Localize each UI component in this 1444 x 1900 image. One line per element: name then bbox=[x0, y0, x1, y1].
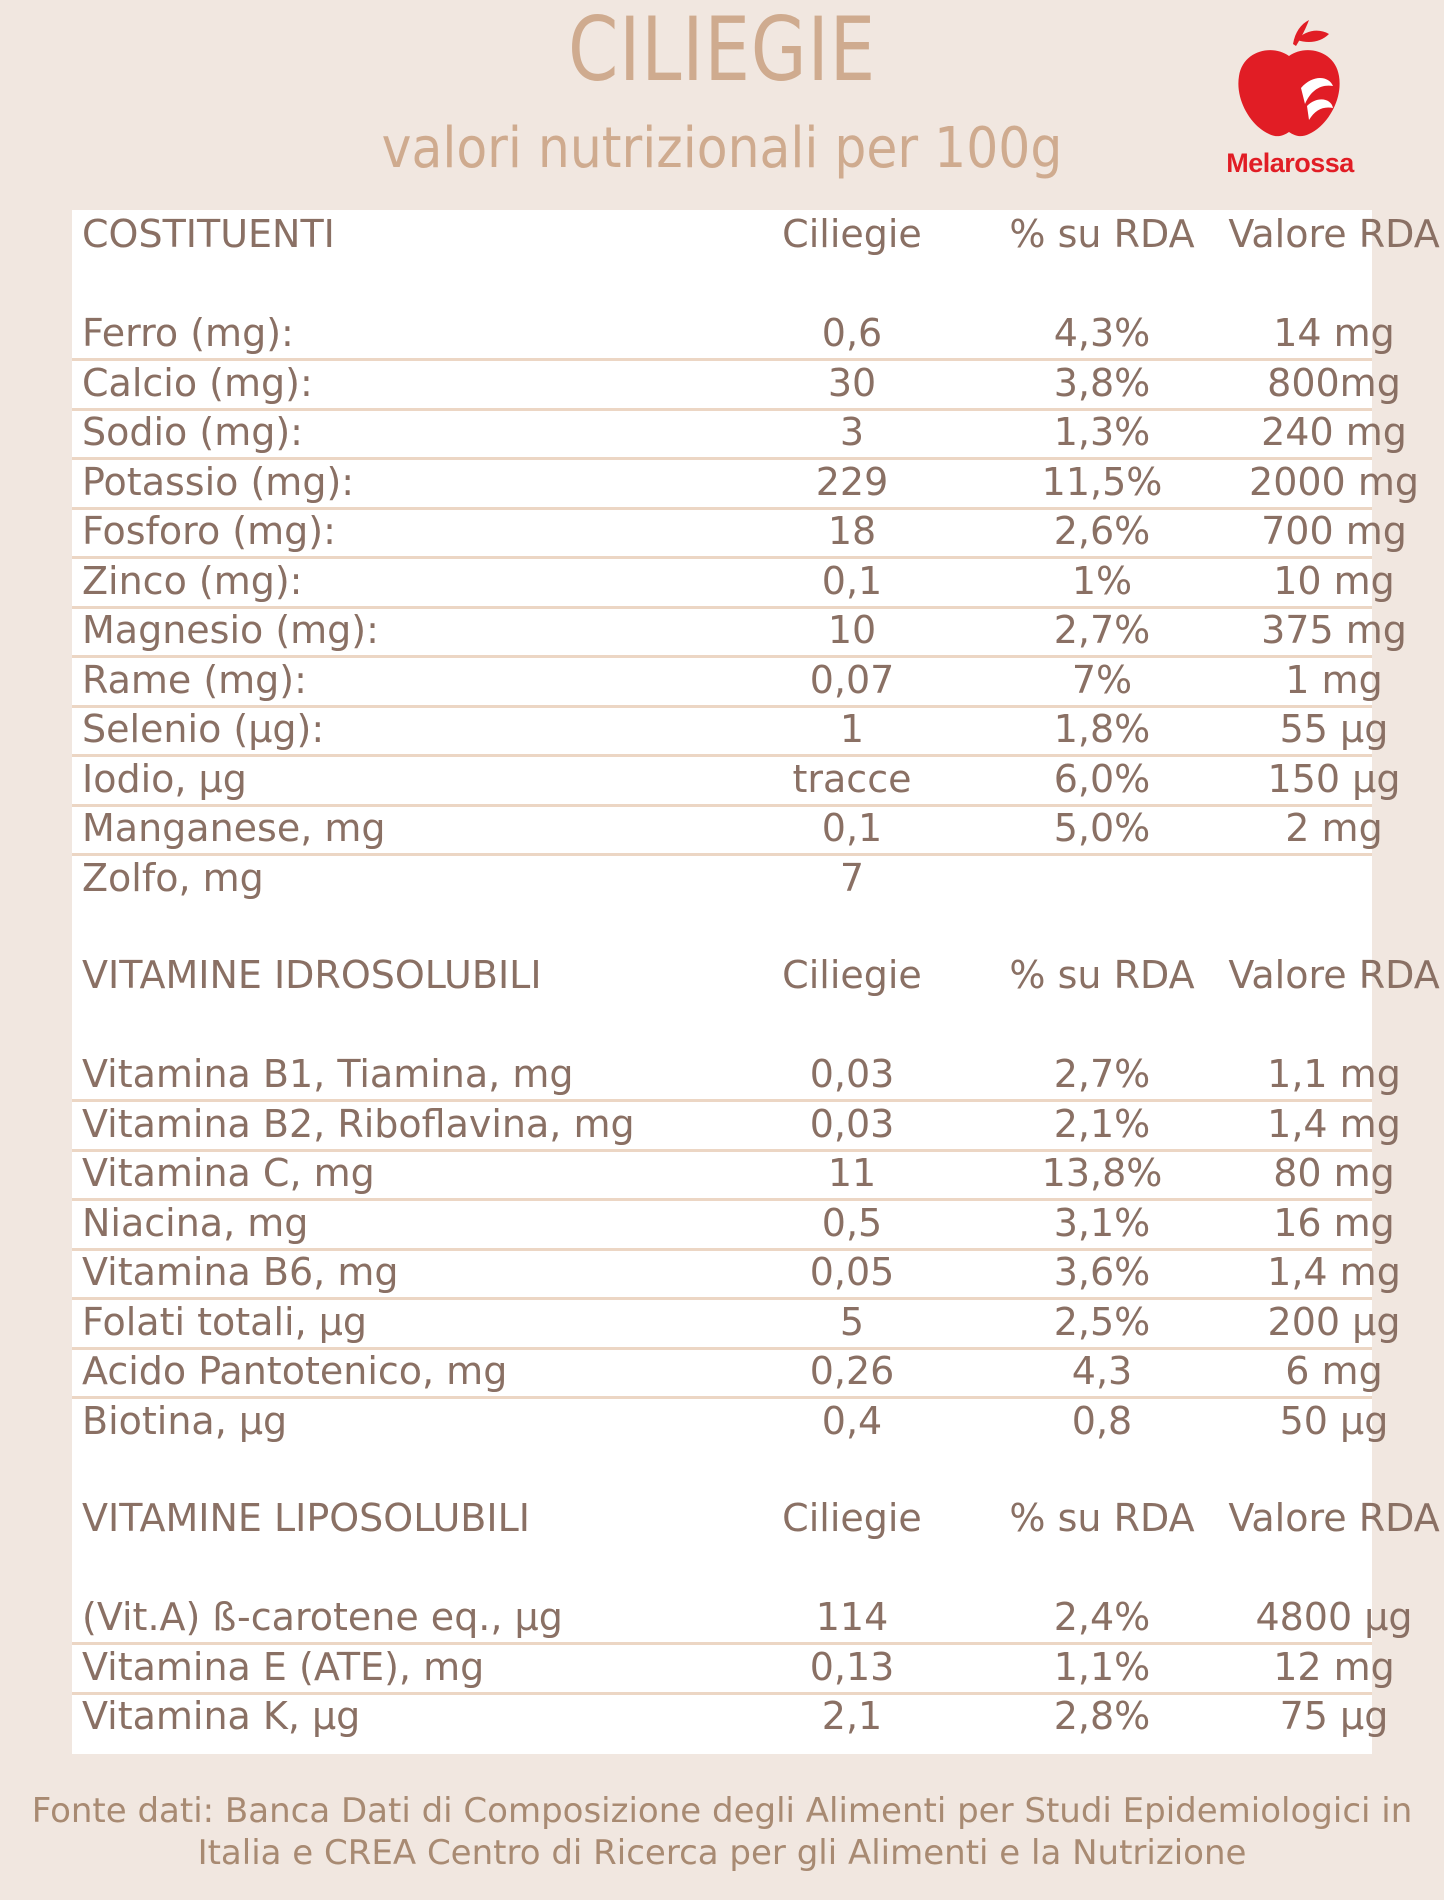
nutrient-amount: 7 bbox=[839, 855, 865, 900]
header-ciliegie: Ciliegie bbox=[782, 1496, 922, 1540]
table-row bbox=[72, 1347, 1383, 1399]
table-row bbox=[72, 557, 1395, 609]
nutrient-amount: 2,1 bbox=[821, 1694, 883, 1738]
table-row bbox=[72, 1050, 1401, 1102]
table-row bbox=[72, 1199, 1395, 1251]
nutrient-amount: 0,03 bbox=[809, 1101, 895, 1146]
header-label: VITAMINE IDROSOLUBILI bbox=[82, 953, 542, 997]
nutrient-amount: 18 bbox=[827, 509, 877, 553]
nutrient-rda-value: 200 µg bbox=[1267, 1299, 1401, 1344]
nutrient-amount: 11 bbox=[827, 1151, 877, 1195]
nutrient-rda-value: 800mg bbox=[1267, 360, 1401, 405]
apple-icon bbox=[1205, 14, 1375, 149]
table-header-costituenti bbox=[72, 210, 1440, 259]
nutrient-rda-value: 10 mg bbox=[1273, 558, 1395, 603]
nutrient-amount: 1 bbox=[839, 707, 865, 751]
table-row bbox=[72, 705, 1389, 757]
nutrient-rda-percent: 3,8% bbox=[1053, 360, 1151, 405]
nutrient-name: Rame (mg): bbox=[82, 657, 307, 702]
table-row bbox=[72, 507, 1407, 559]
nutrient-amount: 10 bbox=[827, 608, 877, 652]
nutrient-rda-value: 2 mg bbox=[1285, 806, 1383, 850]
nutrient-name: Biotina, µg bbox=[82, 1398, 288, 1443]
nutrient-name: Calcio (mg): bbox=[82, 360, 313, 405]
header-ciliegie: Ciliegie bbox=[782, 953, 922, 997]
nutrient-rda-percent: 3,1% bbox=[1053, 1200, 1151, 1245]
nutrient-amount: 0,1 bbox=[821, 806, 883, 850]
page-subtitle: valori nutrizionali per 100g bbox=[381, 116, 1063, 181]
nutrient-rda-value: 1 mg bbox=[1285, 657, 1383, 702]
nutrient-name: Zolfo, mg bbox=[82, 855, 264, 900]
nutrient-rda-percent: 7% bbox=[1071, 657, 1133, 702]
nutrient-rda-percent: 2,4% bbox=[1053, 1595, 1151, 1639]
nutrient-amount: 5 bbox=[839, 1299, 865, 1344]
nutrient-rda-percent: 2,7% bbox=[1053, 1052, 1151, 1096]
header-rda-percent: % su RDA bbox=[1009, 212, 1195, 256]
nutrient-rda-value: 16 mg bbox=[1273, 1200, 1395, 1245]
table-row bbox=[72, 1643, 1395, 1695]
nutrient-rda-percent: 2,6% bbox=[1053, 509, 1151, 553]
nutrient-rda-value: 700 mg bbox=[1261, 509, 1407, 553]
table-row bbox=[72, 1248, 1401, 1300]
nutrient-rda-value: 75 µg bbox=[1279, 1694, 1389, 1738]
nutrient-name: Vitamina B2, Riboflavina, mg bbox=[82, 1101, 635, 1146]
nutrient-name: (Vit.A) ß-carotene eq., µg bbox=[82, 1595, 563, 1639]
nutrient-name: Manganese, mg bbox=[82, 806, 386, 850]
header-rda-percent: % su RDA bbox=[1009, 1496, 1195, 1540]
page-title: CILIEGIE bbox=[567, 0, 877, 101]
table-row bbox=[72, 1692, 1389, 1741]
nutrient-rda-percent: 2,1% bbox=[1053, 1101, 1151, 1146]
nutrient-rda-percent: 6,0% bbox=[1053, 756, 1151, 801]
table-row bbox=[72, 854, 1372, 903]
header-rda-value: Valore RDA bbox=[1228, 1496, 1440, 1540]
table-header-vitamine-liposolubili bbox=[72, 1494, 1440, 1543]
nutrient-rda-value: 50 µg bbox=[1279, 1398, 1389, 1443]
nutrient-name: Vitamina B6, mg bbox=[82, 1250, 399, 1294]
nutrient-rda-value: 14 mg bbox=[1273, 311, 1395, 355]
nutrient-name: Selenio (µg): bbox=[82, 707, 325, 751]
table-row bbox=[72, 309, 1395, 361]
nutrient-rda-percent: 5,0% bbox=[1053, 806, 1151, 850]
nutrient-name: Sodio (mg): bbox=[82, 410, 303, 454]
nutrient-rda-percent: 1,3% bbox=[1053, 410, 1151, 454]
table-row bbox=[72, 408, 1407, 460]
nutrient-name: Ferro (mg): bbox=[82, 311, 294, 355]
nutrient-amount: 0,6 bbox=[821, 311, 883, 355]
header-label: COSTITUENTI bbox=[82, 212, 335, 256]
nutrient-name: Niacina, mg bbox=[82, 1200, 309, 1245]
nutrient-amount: 3 bbox=[839, 410, 865, 454]
nutrient-amount: 0,05 bbox=[809, 1250, 895, 1294]
nutrient-amount: 0,07 bbox=[809, 657, 895, 702]
source-line-2: Italia e CREA Centro di Ricerca per gli Alimenti e la Nutrizione bbox=[197, 1833, 1247, 1873]
nutrient-rda-percent: 1,8% bbox=[1053, 707, 1151, 751]
brand-logo bbox=[1205, 14, 1375, 184]
nutrient-rda-value: 55 µg bbox=[1279, 707, 1389, 751]
table-row bbox=[72, 606, 1407, 658]
nutrient-amount: 0,1 bbox=[821, 558, 883, 603]
nutrient-rda-percent: 2,5% bbox=[1053, 1299, 1151, 1344]
nutrient-rda-value: 12 mg bbox=[1273, 1644, 1395, 1689]
table-row bbox=[72, 804, 1383, 856]
table-row bbox=[72, 1593, 1413, 1645]
nutrient-rda-percent: 4,3% bbox=[1053, 311, 1151, 355]
nutrient-name: Zinco (mg): bbox=[82, 558, 303, 603]
nutrient-name: Vitamina B1, Tiamina, mg bbox=[82, 1052, 574, 1096]
nutrient-rda-value: 240 mg bbox=[1261, 410, 1407, 454]
nutrient-rda-value: 1,1 mg bbox=[1267, 1052, 1401, 1096]
nutrient-rda-value: 4800 µg bbox=[1255, 1595, 1413, 1639]
nutrient-rda-value: 80 mg bbox=[1273, 1151, 1395, 1195]
nutrient-rda-percent: 2,7% bbox=[1053, 608, 1151, 652]
nutrient-amount: 114 bbox=[815, 1595, 889, 1639]
nutrient-rda-value: 375 mg bbox=[1261, 608, 1407, 652]
brand-name: Melarossa bbox=[1226, 148, 1354, 178]
nutrient-rda-percent: 0,8 bbox=[1071, 1398, 1133, 1443]
table-row bbox=[72, 458, 1419, 510]
nutrition-table bbox=[72, 210, 1440, 1754]
nutrient-amount: 0,5 bbox=[821, 1200, 883, 1245]
nutrient-rda-value: 150 µg bbox=[1267, 756, 1401, 801]
nutrient-name: Vitamina K, µg bbox=[82, 1694, 361, 1738]
table-row bbox=[72, 1397, 1389, 1446]
nutrient-amount: tracce bbox=[792, 756, 912, 801]
nutrient-name: Vitamina C, mg bbox=[82, 1151, 375, 1195]
nutrient-rda-percent: 11,5% bbox=[1041, 459, 1163, 504]
header-rda-value: Valore RDA bbox=[1228, 212, 1440, 256]
nutrient-amount: 0,13 bbox=[809, 1644, 895, 1689]
table-row bbox=[72, 755, 1401, 807]
table-row bbox=[72, 359, 1401, 411]
nutrient-amount: 0,4 bbox=[821, 1398, 883, 1443]
table-row bbox=[72, 1149, 1395, 1201]
header-rda-percent: % su RDA bbox=[1009, 953, 1195, 997]
nutrient-name: Magnesio (mg): bbox=[82, 608, 379, 652]
nutrient-name: Potassio (mg): bbox=[82, 459, 355, 504]
nutrient-name: Vitamina E (ATE), mg bbox=[82, 1644, 485, 1689]
nutrient-rda-percent: 3,6% bbox=[1053, 1250, 1151, 1294]
header-rda-value: Valore RDA bbox=[1228, 953, 1440, 997]
nutrient-rda-percent: 13,8% bbox=[1041, 1151, 1163, 1195]
nutrient-rda-value: 1,4 mg bbox=[1267, 1250, 1401, 1294]
nutrient-amount: 0,03 bbox=[809, 1052, 895, 1096]
nutrient-name: Acido Pantotenico, mg bbox=[82, 1349, 508, 1393]
nutrient-name: Fosforo (mg): bbox=[82, 509, 336, 553]
nutrient-rda-value: 2000 mg bbox=[1249, 459, 1419, 504]
nutrient-rda-percent: 1,1% bbox=[1053, 1644, 1151, 1689]
nutrient-rda-value: 1,4 mg bbox=[1267, 1101, 1401, 1146]
nutrient-amount: 0,26 bbox=[809, 1349, 895, 1393]
header-label: VITAMINE LIPOSOLUBILI bbox=[82, 1496, 530, 1540]
nutrient-rda-percent: 1% bbox=[1071, 558, 1133, 603]
nutrient-rda-percent: 4,3 bbox=[1071, 1349, 1133, 1393]
source-note bbox=[0, 1790, 1444, 1874]
header-ciliegie: Ciliegie bbox=[782, 212, 922, 256]
nutrient-rda-percent: 2,8% bbox=[1053, 1694, 1151, 1738]
table-row bbox=[72, 656, 1383, 708]
table-row bbox=[72, 1100, 1401, 1152]
source-line-1: Fonte dati: Banca Dati di Composizione degli Alimenti per Studi Epidemiologici in bbox=[31, 1791, 1413, 1831]
nutrient-rda-value: 6 mg bbox=[1285, 1349, 1383, 1393]
nutrient-amount: 229 bbox=[815, 459, 889, 504]
table-row bbox=[72, 1298, 1401, 1350]
nutrient-name: Iodio, µg bbox=[82, 756, 247, 801]
nutrient-amount: 30 bbox=[827, 360, 877, 405]
table-header-vitamine-idrosolubili bbox=[72, 951, 1440, 1000]
nutrient-name: Folati totali, µg bbox=[82, 1299, 368, 1344]
